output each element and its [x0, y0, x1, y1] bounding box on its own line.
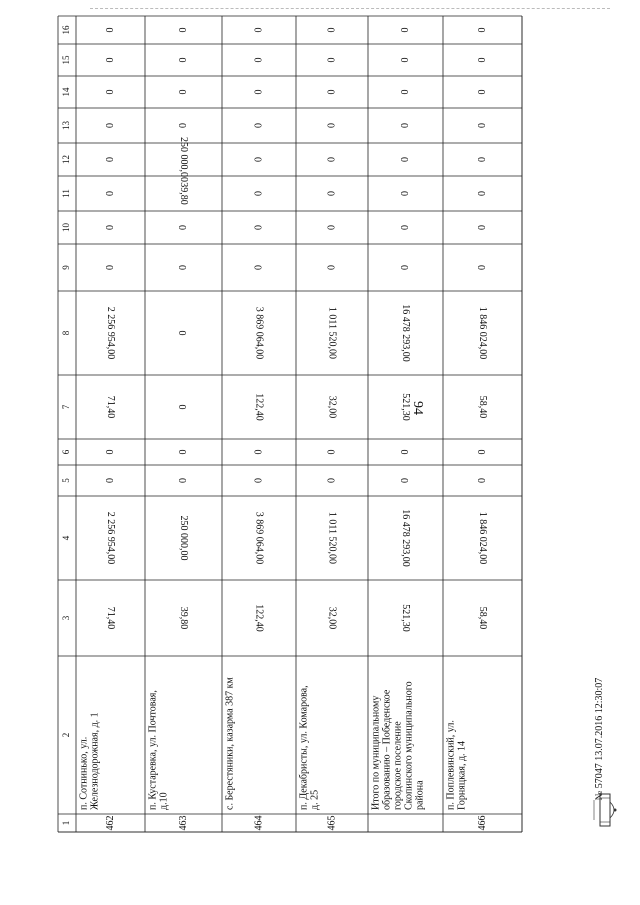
row-name-line: Горняцкая, д. 14: [456, 740, 468, 810]
row-name-line: Итого по муниципальному: [370, 695, 382, 810]
row-value: 0: [476, 265, 488, 270]
column-number-header: 6: [61, 449, 72, 455]
row-value: 1 846 024,00: [477, 306, 489, 360]
row-value: 0: [476, 57, 488, 63]
row-value: 39,80: [178, 182, 190, 205]
row-name-line: района: [414, 780, 426, 810]
row-value: 0: [399, 478, 411, 483]
row-value: 71,40: [105, 395, 117, 419]
row-value: 250 000,00: [178, 137, 190, 182]
row-value: 122,40: [253, 393, 265, 421]
row-value: 0: [253, 57, 265, 63]
row-name-line: Скопинского муниципального: [403, 681, 415, 810]
footer-registration-text: № 57047 13.07.2016 12:30:07: [594, 677, 605, 801]
row-value: 3 869 064,00: [253, 306, 265, 360]
row-value: 0: [476, 478, 488, 483]
row-value: 58,40: [477, 395, 489, 419]
column-number-header: 8: [61, 330, 72, 336]
row-value: 0: [476, 191, 488, 196]
row-value: 1 846 024,00: [477, 511, 489, 565]
stamp-icon: [590, 790, 622, 830]
row-id: 465: [326, 815, 338, 831]
row-value: 0: [476, 123, 488, 128]
row-value: 0: [326, 157, 338, 162]
row-value: 0: [326, 478, 338, 483]
row-value: 521,30: [400, 604, 412, 632]
column-number-header: 2: [61, 732, 72, 738]
row-name-line: образованию – Победенское: [381, 689, 393, 810]
row-value: 1 011 520,00: [326, 306, 338, 360]
row-value: 2 256 954,00: [105, 306, 117, 360]
column-number-header: 7: [61, 404, 72, 410]
row-value: 0: [253, 123, 265, 128]
column-number-header: 1: [61, 820, 72, 826]
column-number-header: 9: [61, 265, 72, 270]
row-value: 521,30: [400, 393, 412, 421]
row-value: 0: [104, 89, 116, 95]
row-value: 0: [104, 123, 116, 128]
row-value: 0: [177, 404, 189, 410]
row-id: 464: [253, 815, 265, 831]
row-value: 0: [253, 478, 265, 483]
row-value: 32,00: [326, 395, 338, 419]
row-name-line: Железнодорожная, д. 1: [89, 712, 101, 810]
column-number-header: 15: [61, 55, 72, 65]
row-value: 0: [177, 27, 189, 33]
row-value: 0: [399, 89, 411, 95]
row-value: 0: [177, 89, 189, 95]
row-value: 0: [476, 89, 488, 95]
row-value: 0: [104, 265, 116, 270]
row-value: 0: [253, 191, 265, 196]
row-value: 0: [104, 157, 116, 162]
row-value: 0: [104, 478, 116, 483]
column-number-header: 3: [61, 615, 72, 621]
row-value: 0: [399, 265, 411, 270]
row-value: 0: [104, 225, 116, 230]
row-name-line: п. Декабристы, ул. Комарова,: [298, 685, 310, 810]
row-value: 250 000,00: [178, 515, 190, 561]
row-value: 0: [253, 89, 265, 95]
row-value: 0: [104, 57, 116, 63]
row-value: 0: [177, 123, 189, 128]
row-value: 71,40: [105, 606, 117, 630]
row-name-line: д.10: [158, 792, 170, 810]
row-value: 0: [399, 27, 411, 33]
row-name-line: д. 25: [309, 789, 321, 810]
row-name-line: п. Поплевинский, ул.: [445, 720, 457, 810]
row-value: 0: [399, 57, 411, 63]
row-value: 0: [177, 478, 189, 483]
row-value: 0: [476, 225, 488, 230]
row-value: 0: [399, 191, 411, 196]
row-value: 0: [104, 191, 116, 196]
row-name-line: городское поселение: [392, 721, 404, 810]
row-value: 0: [253, 449, 265, 455]
row-value: 2 256 954,00: [105, 511, 117, 565]
row-value: 16 478 293,00: [400, 509, 412, 567]
column-number-header: 13: [61, 121, 72, 130]
row-value: 1 011 520,00: [326, 511, 338, 565]
row-value: 0: [326, 27, 338, 33]
row-value: 0: [177, 225, 189, 230]
row-value: 0: [177, 265, 189, 270]
row-id: 462: [104, 815, 116, 831]
row-value: 0: [104, 27, 116, 33]
row-value: 0: [399, 225, 411, 230]
column-number-header: 4: [61, 535, 72, 541]
row-value: 0: [104, 449, 116, 455]
row-value: 0: [326, 225, 338, 230]
row-id: 466: [476, 815, 488, 831]
row-name-line: с. Берестяники, казарма 387 км: [224, 677, 236, 810]
column-number-header: 16: [61, 25, 72, 35]
row-value: 0: [326, 57, 338, 63]
row-value: 0: [253, 225, 265, 230]
row-value: 0: [326, 191, 338, 196]
row-value: 0: [177, 330, 189, 336]
row-value: 32,00: [326, 606, 338, 630]
row-value: 58,40: [477, 606, 489, 630]
column-number-header: 14: [61, 87, 72, 97]
row-id: 463: [177, 815, 189, 831]
row-value: 16 478 293,00: [400, 304, 412, 362]
row-value: 0: [253, 265, 265, 270]
column-number-header: 5: [61, 478, 72, 483]
row-value: 0: [326, 123, 338, 128]
page-number: 94: [410, 401, 425, 415]
row-name-line: п. Кустаревка, ул. Почтовая,: [147, 690, 159, 810]
row-name-line: п. Сотнинько, ул.: [78, 736, 90, 810]
row-value: 0: [476, 27, 488, 33]
column-number-header: 12: [61, 155, 72, 164]
column-number-header: 10: [61, 223, 72, 232]
row-value: 0: [177, 57, 189, 63]
row-value: 0: [326, 265, 338, 270]
row-value: 0: [399, 123, 411, 128]
row-value: 0: [476, 157, 488, 162]
column-number-header: 11: [61, 189, 72, 198]
row-value: 3 869 064,00: [253, 511, 265, 565]
row-value: 0: [326, 449, 338, 455]
row-value: 0: [253, 27, 265, 33]
row-value: 0: [399, 157, 411, 162]
row-value: 122,40: [253, 604, 265, 632]
row-value: 0: [476, 449, 488, 455]
row-value: 0: [253, 157, 265, 162]
row-value: 39,80: [178, 606, 190, 630]
row-value: 0: [326, 89, 338, 95]
row-value: 0: [177, 449, 189, 455]
row-value: 0: [399, 449, 411, 455]
